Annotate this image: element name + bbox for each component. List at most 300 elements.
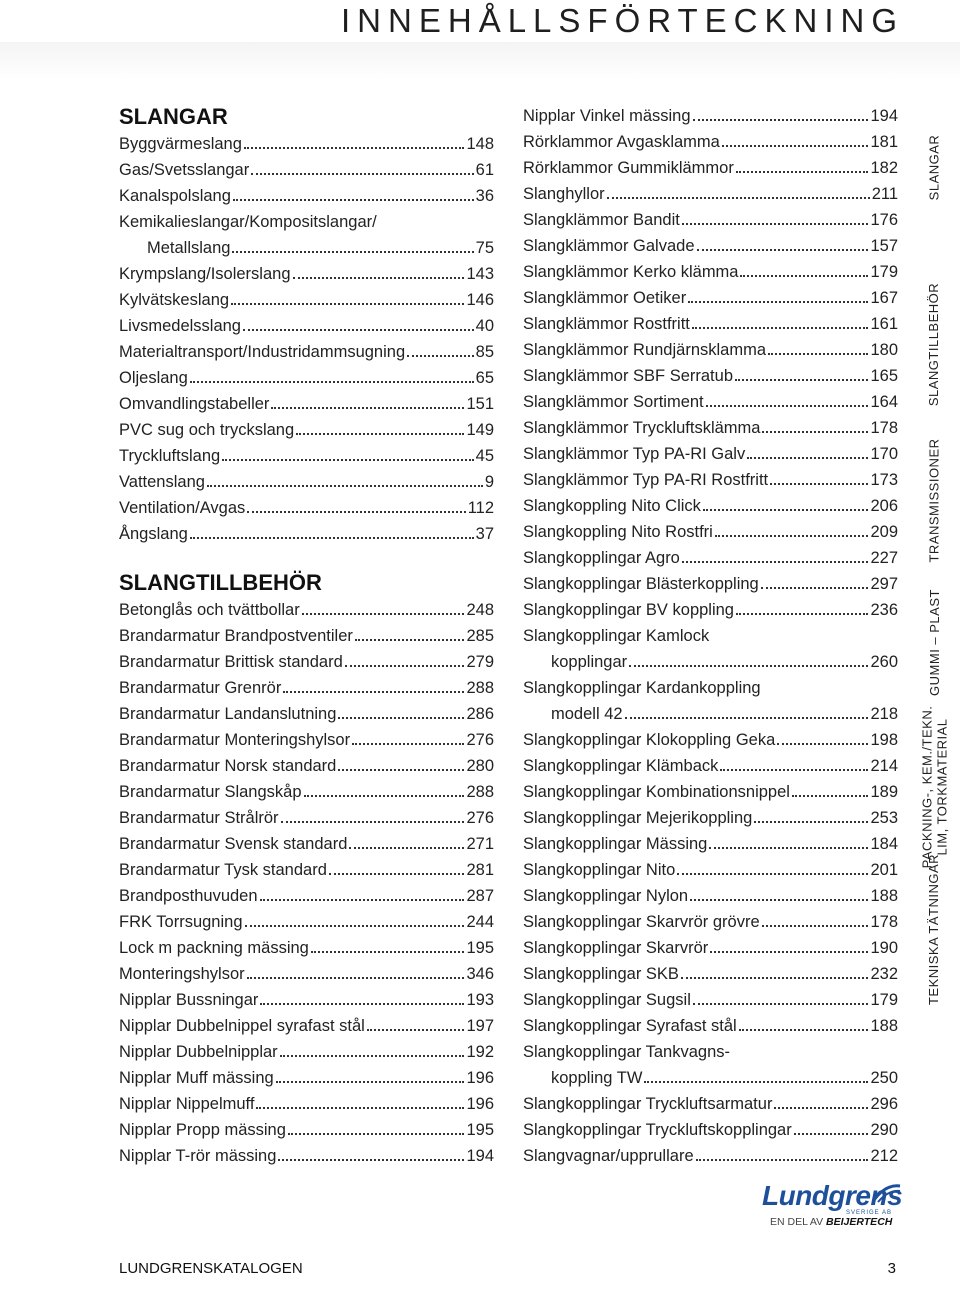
toc-leader-dots	[349, 847, 464, 849]
toc-entry[interactable]	[119, 987, 494, 1013]
toc-entry[interactable]	[119, 1117, 494, 1143]
toc-leader-dots	[207, 485, 483, 487]
toc-entry-page: 198	[870, 731, 898, 749]
toc-entry-name: Brandarmatur Norsk standard	[119, 757, 337, 775]
toc-leader-dots	[774, 1107, 868, 1109]
toc-entry-name: Slangkopplingar Klokoppling Geka	[523, 731, 776, 749]
toc-entry-name: Brandarmatur Monteringshylsor	[119, 731, 351, 749]
toc-entry-page: 179	[870, 263, 898, 281]
toc-entry[interactable]	[523, 701, 898, 727]
toc-entry[interactable]	[119, 753, 494, 779]
toc-leader-dots	[247, 977, 465, 979]
toc-leader-dots	[231, 303, 464, 305]
toc-entry-page: 188	[870, 887, 898, 905]
toc-entry-page: 286	[466, 705, 494, 723]
header-band	[0, 42, 960, 80]
toc-entry-page: 45	[475, 447, 494, 465]
toc-entry-page: 285	[466, 627, 494, 645]
toc-entry-page: 148	[466, 135, 494, 153]
toc-entry[interactable]	[119, 235, 494, 261]
toc-entry-page: 182	[870, 159, 898, 177]
toc-entry[interactable]	[523, 259, 898, 285]
toc-leader-dots	[677, 873, 868, 875]
toc-entry-name: Brandarmatur Strålrör	[119, 809, 279, 827]
toc-entry-name: Slangkopplingar Syrafast stål	[523, 1017, 737, 1035]
toc-leader-dots	[251, 173, 473, 175]
toc-entry-name: Slangkopplingar Nylon	[523, 887, 689, 905]
toc-entry-page: 194	[870, 107, 898, 125]
toc-entry-name: Rörklammor Gummiklämmor	[523, 159, 734, 177]
toc-leader-dots	[682, 223, 869, 225]
toc-leader-dots	[283, 691, 464, 693]
toc-entry-page: 40	[475, 317, 494, 335]
toc-entry-name: Slangklämmor Oetiker	[523, 289, 687, 307]
toc-leader-dots	[736, 613, 868, 615]
toc-entry[interactable]	[523, 831, 898, 857]
toc-leader-dots	[681, 977, 869, 979]
toc-entry[interactable]	[119, 1065, 494, 1091]
tab-label: GUMMI – PLAST	[926, 588, 942, 696]
toc-entry-page: 164	[870, 393, 898, 411]
toc-leader-dots	[352, 743, 464, 745]
tab-tekniska-tatningar[interactable]	[908, 853, 960, 1005]
toc-entry-name: Slangkopplingar Skarvrör grövre	[523, 913, 760, 931]
toc-entry-page: 193	[466, 991, 494, 1009]
toc-entry-page: 271	[466, 835, 494, 853]
toc-entry-name: Tryckluftslang	[119, 447, 221, 465]
toc-entry[interactable]	[523, 389, 898, 415]
toc-entry-name: Slangvagnar/upprullare	[523, 1147, 694, 1165]
toc-entry[interactable]	[523, 285, 898, 311]
toc-entry-page: 250	[870, 1069, 898, 1087]
toc-entry-name: Slangkopplingar Mejerikoppling	[523, 809, 753, 827]
toc-entry[interactable]	[119, 209, 494, 235]
toc-leader-dots	[735, 379, 868, 381]
toc-entry-page: 189	[870, 783, 898, 801]
toc-entry[interactable]	[119, 779, 494, 805]
toc-leader-dots	[688, 301, 868, 303]
tab-slangtillbehor[interactable]	[908, 257, 960, 432]
toc-entry[interactable]	[119, 183, 494, 209]
toc-entry-name: Slangkopplingar BV koppling	[523, 601, 734, 619]
toc-entry[interactable]	[523, 1117, 898, 1143]
toc-entry[interactable]	[119, 961, 494, 987]
toc-entry-page: 190	[870, 939, 898, 957]
toc-entry-page: 279	[466, 653, 494, 671]
tab-label: SLANGAR	[926, 134, 942, 200]
toc-leader-dots	[288, 1133, 465, 1135]
toc-entry-name: Slangkopplingar Klämback	[523, 757, 719, 775]
toc-entry-name: Slangklämmor SBF Serratub	[523, 367, 733, 385]
toc-entry[interactable]	[523, 987, 898, 1013]
toc-entry-name: Livsmedelsslang	[119, 317, 241, 335]
toc-entry[interactable]	[119, 909, 494, 935]
toc-leader-dots	[190, 537, 474, 539]
toc-entry-page: 236	[870, 601, 898, 619]
toc-entry[interactable]	[119, 495, 494, 521]
toc-entry[interactable]	[523, 415, 898, 441]
tab-packning-kem[interactable]	[908, 707, 960, 867]
toc-leader-dots	[693, 1003, 869, 1005]
toc-entry-name: Slangkopplingar Blästerkoppling	[523, 575, 759, 593]
toc-entry-name: Byggvärmeslang	[119, 135, 242, 153]
toc-entry-page: 195	[466, 939, 494, 957]
toc-entry[interactable]	[523, 1143, 898, 1169]
toc-leader-dots	[736, 171, 869, 173]
toc-entry-page: 112	[467, 499, 494, 517]
toc-entry-page: 173	[870, 471, 898, 489]
toc-entry-page: 297	[870, 575, 898, 593]
section-heading: SLANGAR	[119, 104, 228, 129]
toc-entry-name: kopplingar	[551, 653, 628, 671]
toc-entry-name: Slanghyllor	[523, 185, 605, 203]
toc-leader-dots	[722, 145, 869, 147]
toc-entry-name: Slangklämmor Tryckluftsklämma	[523, 419, 761, 437]
toc-entry[interactable]	[523, 207, 898, 233]
toc-entry-name: Omvandlingstabeller	[119, 395, 270, 413]
toc-entry-page: 211	[871, 185, 898, 203]
toc-entry[interactable]	[523, 129, 898, 155]
toc-section	[119, 103, 494, 547]
toc-leader-dots	[296, 433, 464, 435]
toc-entry-page: 85	[475, 343, 494, 361]
toc-leader-dots	[367, 1029, 465, 1031]
toc-entry-name: Lock m packning mässing	[119, 939, 309, 957]
toc-entry[interactable]	[119, 701, 494, 727]
toc-leader-dots	[345, 665, 465, 667]
toc-entry[interactable]	[523, 103, 898, 129]
toc-leader-dots	[329, 873, 465, 875]
toc-entry-name: Slangkopplingar Skarvrör	[523, 939, 709, 957]
toc-entry-page: 296	[870, 1095, 898, 1113]
toc-entry-page: 227	[870, 549, 898, 567]
toc-leader-dots	[693, 119, 869, 121]
toc-entry-name: Kylvätskeslang	[119, 291, 230, 309]
toc-leader-dots	[703, 509, 869, 511]
toc-entry-page: 276	[466, 809, 494, 827]
toc-entry-name: Nipplar Vinkel mässing	[523, 107, 691, 125]
toc-entry-name: Ångslang	[119, 525, 188, 543]
toc-entry-page: 178	[870, 913, 898, 931]
tab-label: TRANSMISSIONER	[926, 437, 942, 563]
toc-entry-name: Brandarmatur Brittisk standard	[119, 653, 343, 671]
page-footer	[0, 1240, 960, 1302]
toc-entry[interactable]	[523, 181, 898, 207]
toc-leader-dots	[222, 459, 473, 461]
toc-entry[interactable]	[119, 521, 494, 547]
toc-entry-name: Slangkopplingar Kombinationsnippel	[523, 783, 790, 801]
toc-entry-page: 196	[466, 1069, 494, 1087]
toc-entry-name: Slangklämmor Rostfritt	[523, 315, 690, 333]
toc-entry-page: 218	[870, 705, 898, 723]
toc-entry[interactable]	[523, 727, 898, 753]
toc-entry[interactable]	[523, 1091, 898, 1117]
toc-entry-name: Nipplar T-rör mässing	[119, 1147, 277, 1165]
toc-entry[interactable]	[119, 417, 494, 443]
toc-entry[interactable]	[523, 909, 898, 935]
toc-leader-dots	[761, 587, 869, 589]
toc-entry-page: 165	[870, 367, 898, 385]
toc-leader-dots	[407, 355, 474, 357]
toc-entry[interactable]	[119, 469, 494, 495]
toc-leader-dots	[281, 821, 465, 823]
toc-entry-page: 181	[870, 133, 898, 151]
logo-tag-brand: BEIJERTECH	[826, 1216, 893, 1228]
toc-leader-dots	[245, 925, 465, 927]
toc-entry-name: FRK Torrsugning	[119, 913, 243, 931]
toc-entry-page: 146	[466, 291, 494, 309]
toc-entry[interactable]	[523, 1065, 898, 1091]
toc-entry-name: Slangkoppling Nito Rostfri	[523, 523, 713, 541]
toc-entry[interactable]	[523, 1039, 898, 1065]
toc-entry-name: Slangkopplingar Sugsil	[523, 991, 691, 1009]
toc-entry-page: 176	[870, 211, 898, 229]
toc-entry[interactable]	[119, 857, 494, 883]
toc-entry-name: Nipplar Nippelmuff	[119, 1095, 255, 1113]
toc-entry[interactable]	[119, 649, 494, 675]
toc-entry-name: Brandarmatur Slangskåp	[119, 783, 302, 801]
toc-entry-page: 192	[466, 1043, 494, 1061]
toc-entry-name: Nipplar Dubbelnippel syrafast stål	[119, 1017, 365, 1035]
toc-entry[interactable]	[523, 493, 898, 519]
toc-entry-name: modell 42	[551, 705, 623, 723]
logo-swoosh-icon	[872, 1182, 902, 1204]
toc-entry[interactable]	[119, 365, 494, 391]
toc-leader-dots	[768, 353, 868, 355]
toc-entry-page: 346	[466, 965, 494, 983]
toc-leader-dots	[355, 639, 465, 641]
toc-leader-dots	[304, 795, 465, 797]
toc-leader-dots	[682, 561, 869, 563]
toc-entry[interactable]	[523, 571, 898, 597]
toc-entry-name: Slangkopplingar SKB	[523, 965, 679, 983]
toc-leader-dots	[739, 1029, 869, 1031]
toc-leader-dots	[715, 535, 869, 537]
toc-entry-name: Metallslang	[147, 239, 231, 257]
toc-entry-page: 178	[870, 419, 898, 437]
toc-entry-page: 170	[870, 445, 898, 463]
toc-entry[interactable]	[119, 443, 494, 469]
toc-entry[interactable]	[523, 779, 898, 805]
tab-slangar[interactable]	[908, 87, 960, 247]
toc-leader-dots	[280, 1055, 465, 1057]
toc-entry-page: 287	[466, 887, 494, 905]
toc-entry[interactable]	[119, 1039, 494, 1065]
page-title: INNEHÅLLSFÖRTECKNING	[341, 2, 904, 39]
toc-leader-dots	[302, 613, 465, 615]
toc-left-column	[119, 103, 494, 1169]
toc-entry-page: 161	[870, 315, 898, 333]
toc-entry-page: 244	[466, 913, 494, 931]
toc-leader-dots	[244, 147, 465, 149]
toc-entry[interactable]	[119, 675, 494, 701]
toc-entry-name: Nipplar Bussningar	[119, 991, 259, 1009]
toc-leader-dots	[644, 1081, 868, 1083]
toc-entry-page: 194	[466, 1147, 494, 1165]
toc-entry[interactable]	[523, 857, 898, 883]
section-tab-strip	[908, 87, 960, 1089]
toc-entry-name: Kemikalieslangar/Kompositslangar/	[119, 213, 377, 231]
toc-entry-page: 212	[870, 1147, 898, 1165]
toc-entry[interactable]	[119, 623, 494, 649]
toc-entry-name: Slangklämmor Bandit	[523, 211, 680, 229]
toc-entry[interactable]	[523, 441, 898, 467]
toc-entry[interactable]	[119, 727, 494, 753]
toc-entry-page: 184	[870, 835, 898, 853]
toc-leader-dots	[625, 717, 869, 719]
toc-entry-page: 197	[466, 1017, 494, 1035]
logo-wordmark: Lundgrens	[762, 1180, 903, 1211]
toc-entry-page: 253	[870, 809, 898, 827]
toc-leader-dots	[629, 665, 868, 667]
toc-leader-dots	[777, 743, 868, 745]
toc-entry[interactable]	[119, 805, 494, 831]
toc-leader-dots	[256, 1107, 464, 1109]
toc-entry-page: 276	[466, 731, 494, 749]
toc-entry-name: Brandarmatur Brandpostventiler	[119, 627, 353, 645]
toc-entry-name: Brandarmatur Svensk standard	[119, 835, 348, 853]
toc-entry[interactable]	[119, 157, 494, 183]
toc-entry-name: Slangklämmor Rundjärnsklamma	[523, 341, 767, 359]
toc-entry[interactable]	[523, 805, 898, 831]
toc-entry-name: Slangklämmor Kerko klämma	[523, 263, 739, 281]
toc-section	[119, 569, 494, 1169]
toc-entry-name: Slangklämmor Sortiment	[523, 393, 704, 411]
toc-entry-page: 232	[870, 965, 898, 983]
toc-leader-dots	[754, 821, 868, 823]
toc-entry-name: Slangkopplingar Tryckluftsarmatur	[523, 1095, 773, 1113]
toc-entry[interactable]	[523, 961, 898, 987]
toc-entry-name: Oljeslang	[119, 369, 188, 387]
toc-entry-name: Nipplar Propp mässing	[119, 1121, 286, 1139]
toc-entry[interactable]	[523, 1013, 898, 1039]
toc-entry[interactable]	[119, 261, 494, 287]
section-heading: SLANGTILLBEHÖR	[119, 570, 322, 595]
toc-entry-name: Brandposthuvuden	[119, 887, 258, 905]
toc-entry-page: 201	[870, 861, 898, 879]
toc-entry-name: Kanalspolslang	[119, 187, 231, 205]
toc-middle-column	[523, 103, 898, 1169]
toc-entry[interactable]	[523, 753, 898, 779]
logo-tag-prefix: EN DEL AV	[770, 1216, 824, 1228]
toc-entry[interactable]	[523, 623, 898, 649]
toc-leader-dots	[271, 407, 464, 409]
toc-entry-name: Nipplar Dubbelnipplar	[119, 1043, 278, 1061]
toc-entry[interactable]	[119, 883, 494, 909]
toc-entry[interactable]	[523, 311, 898, 337]
toc-entry-name: koppling TW	[551, 1069, 643, 1087]
toc-entry-page: 281	[466, 861, 494, 879]
toc-entry[interactable]	[523, 467, 898, 493]
toc-entry[interactable]	[523, 649, 898, 675]
toc-entry[interactable]	[523, 545, 898, 571]
toc-entry-name: Slangkopplingar Kardankoppling	[523, 679, 761, 697]
toc-leader-dots	[720, 769, 868, 771]
toc-entry[interactable]	[119, 287, 494, 313]
toc-entry-page: 206	[870, 497, 898, 515]
toc-entry-name: Slangkopplingar Tankvagns-	[523, 1043, 730, 1061]
toc-entry[interactable]	[523, 519, 898, 545]
toc-leader-dots	[233, 199, 474, 201]
toc-entry-page: 209	[870, 523, 898, 541]
logo-tagline	[770, 1216, 892, 1228]
toc-leader-dots	[706, 405, 869, 407]
toc-entry-name: Slangkopplingar Nito	[523, 861, 676, 879]
toc-entry-page: 65	[475, 369, 494, 387]
toc-entry[interactable]	[119, 131, 494, 157]
toc-entry[interactable]	[119, 597, 494, 623]
toc-entry[interactable]	[523, 883, 898, 909]
toc-entry[interactable]	[523, 155, 898, 181]
toc-entry-page: 180	[870, 341, 898, 359]
toc-entry[interactable]	[523, 935, 898, 961]
toc-entry-name: Slangkopplingar Mässing	[523, 835, 708, 853]
toc-entry[interactable]	[119, 1143, 494, 1169]
toc-leader-dots	[747, 457, 868, 459]
toc-entry[interactable]	[119, 313, 494, 339]
toc-entry-name: Slangklämmor Galvade	[523, 237, 695, 255]
toc-entry[interactable]	[119, 1091, 494, 1117]
toc-entry-page: 214	[870, 757, 898, 775]
toc-entry[interactable]	[523, 675, 898, 701]
toc-entry-page: 9	[484, 473, 494, 491]
toc-entry[interactable]	[523, 597, 898, 623]
toc-leader-dots	[770, 483, 868, 485]
toc-leader-dots	[690, 899, 868, 901]
toc-entry[interactable]	[523, 233, 898, 259]
toc-leader-dots	[190, 381, 474, 383]
footer-page-number: 3	[887, 1260, 896, 1277]
toc-entry-page: 61	[475, 161, 494, 179]
toc-entry[interactable]	[119, 831, 494, 857]
toc-entry-name: Brandarmatur Tysk standard	[119, 861, 327, 879]
toc-entry-name: Slangklämmor Typ PA-RI Rostfritt	[523, 471, 769, 489]
toc-entry-page: 196	[466, 1095, 494, 1113]
toc-leader-dots	[232, 251, 473, 253]
toc-entry-page: 248	[466, 601, 494, 619]
toc-leader-dots	[311, 951, 465, 953]
toc-leader-dots	[696, 1159, 869, 1161]
toc-entry-page: 179	[870, 991, 898, 1009]
toc-leader-dots	[740, 275, 868, 277]
toc-leader-dots	[260, 1003, 464, 1005]
tab-label	[919, 706, 949, 869]
toc-entry-name: Materialtransport/Industridammsugning	[119, 343, 406, 361]
toc-entry-page: 288	[466, 679, 494, 697]
toc-leader-dots	[338, 717, 464, 719]
toc-entry-name: Slangkoppling Nito Click	[523, 497, 701, 515]
tab-label: SLANGTILLBEHÖR	[926, 282, 942, 407]
toc-entry[interactable]	[523, 337, 898, 363]
toc-entry-name: Slangkopplingar Tryckluftskopplingar	[523, 1121, 792, 1139]
toc-entry[interactable]	[523, 363, 898, 389]
toc-leader-dots	[338, 769, 464, 771]
toc-entry[interactable]	[119, 935, 494, 961]
toc-entry-name: Brandarmatur Landanslutning	[119, 705, 337, 723]
toc-entry[interactable]	[119, 339, 494, 365]
toc-entry-page: 151	[466, 395, 494, 413]
toc-entry[interactable]	[119, 391, 494, 417]
footer-catalog-name: LUNDGRENSKATALOGEN	[119, 1260, 303, 1277]
toc-entry-name: Gas/Svetsslangar	[119, 161, 250, 179]
toc-entry[interactable]	[119, 1013, 494, 1039]
toc-leader-dots	[710, 951, 868, 953]
toc-entry-page: 288	[466, 783, 494, 801]
toc-entry-page: 75	[475, 239, 494, 257]
toc-entry-name: Rörklammor Avgasklamma	[523, 133, 720, 151]
tab-gummi-plast[interactable]	[908, 582, 960, 702]
tab-transmissioner[interactable]	[908, 415, 960, 585]
